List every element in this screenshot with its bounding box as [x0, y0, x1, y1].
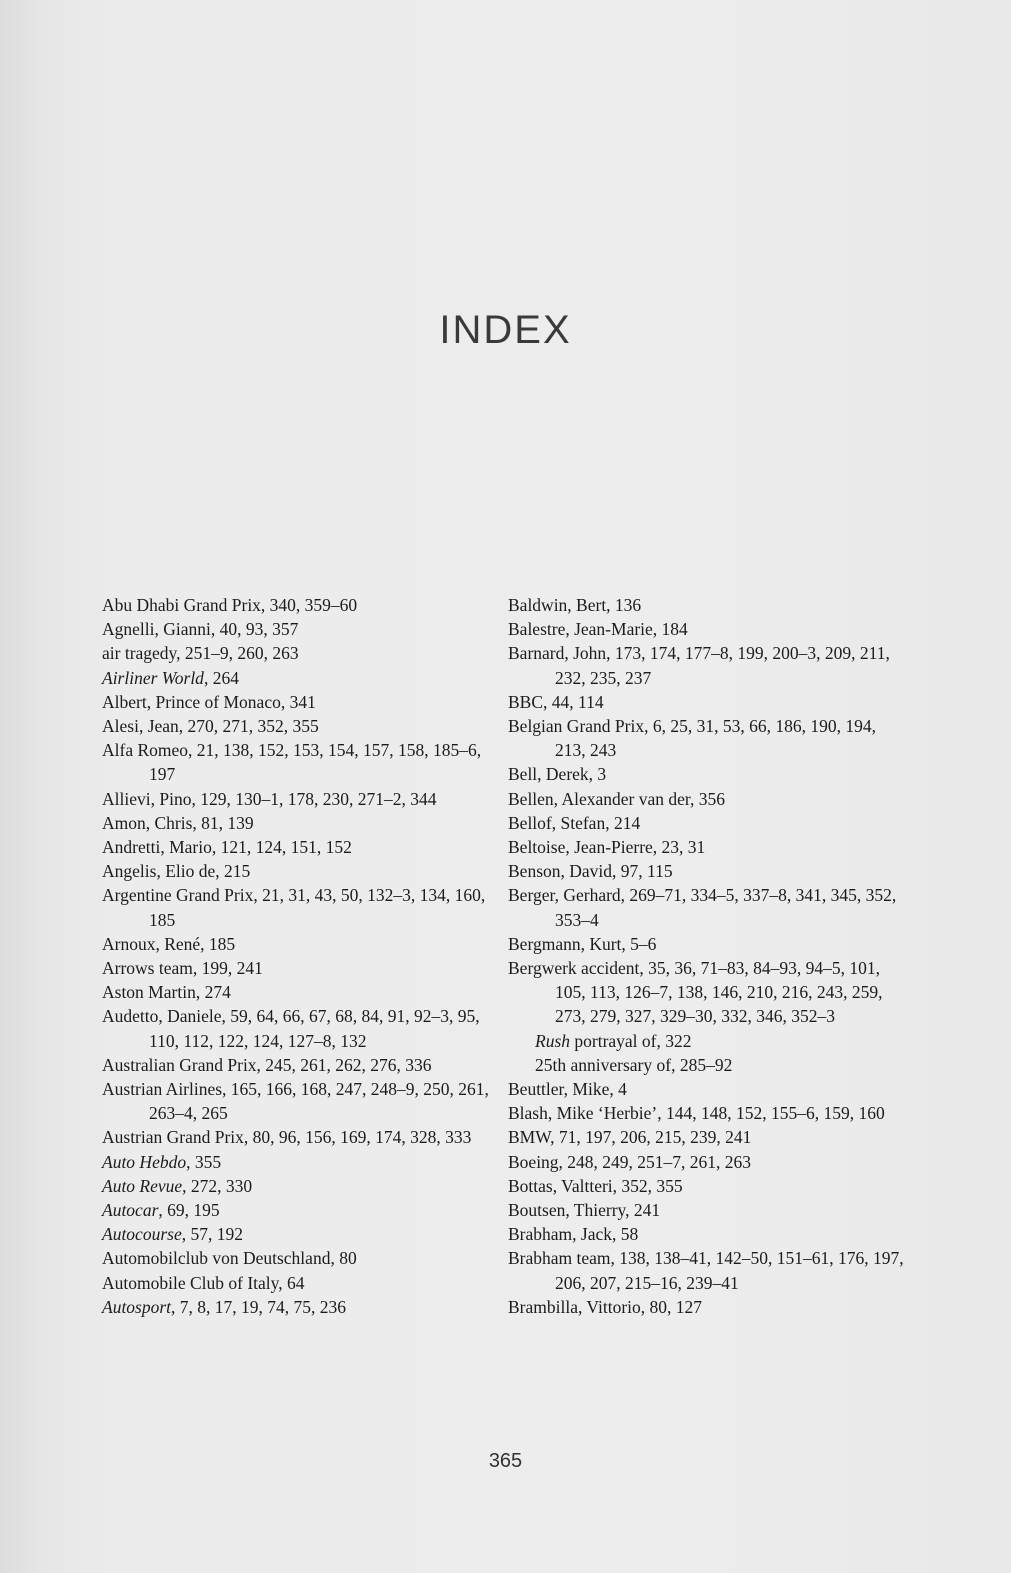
index-entry: Bellof, Stefan, 214: [508, 812, 641, 833]
index-entry: Bergmann, Kurt, 5–6: [508, 933, 657, 954]
index-entry: Balestre, Jean-Marie, 184: [508, 619, 688, 640]
index-entry: air tragedy, 251–9, 260, 263: [102, 643, 299, 664]
index-entry: Baldwin, Bert, 136: [508, 595, 642, 615]
index-subentry: 25th anniversary of, 285–92: [535, 1054, 733, 1075]
index-entry: Angelis, Elio de, 215: [102, 861, 251, 882]
index-entry: Blash, Mike ‘Herbie’, 144, 148, 152, 155–6, 159, 160: [508, 1103, 885, 1124]
index-entry: Airliner World, 264: [102, 667, 239, 688]
index-entry: Bottas, Valtteri, 352, 355: [508, 1175, 683, 1196]
index-entry: Allievi, Pino, 129, 130–1, 178, 230, 271–2, 344: [102, 788, 437, 809]
index-entry: Argentine Grand Prix, 21, 31, 43, 50, 132–3, 134, 160, 185: [102, 885, 486, 930]
index-entry: Beltoise, Jean-Pierre, 23, 31: [508, 837, 706, 858]
index-entry: Bergwerk accident, 35, 36, 71–83, 84–93, 94–5, 101, 105, 113, 126–7, 138, 146, 210, 216, 243, 259, 273, 279, 327, 329–30, 332, 346, 352–3: [508, 958, 883, 1027]
index-entry: Automobilclub von Deutschland, 80: [102, 1248, 357, 1269]
index-entry: Boutsen, Thierry, 241: [508, 1200, 661, 1221]
page-number: 365: [488, 1450, 523, 1472]
index-entry: Arnoux, René, 185: [102, 933, 236, 954]
index-entry: Autocar, 69, 195: [102, 1200, 220, 1221]
index-entry: Auto Revue, 272, 330: [102, 1175, 253, 1196]
index-entry: Belgian Grand Prix, 6, 25, 31, 53, 66, 186, 190, 194, 213, 243: [508, 716, 876, 761]
index-entry: Albert, Prince of Monaco, 341: [102, 691, 316, 712]
index-entry: Austrian Airlines, 165, 166, 168, 247, 248–9, 250, 261, 263–4, 265: [102, 1079, 489, 1124]
index-entry: Austrian Grand Prix, 80, 96, 156, 169, 174, 328, 333: [102, 1127, 472, 1148]
index-entry: Alfa Romeo, 21, 138, 152, 153, 154, 157, 158, 185–6, 197: [102, 740, 482, 785]
index-entry: Audetto, Daniele, 59, 64, 66, 67, 68, 84, 91, 92–3, 95, 110, 112, 122, 124, 127–8, 132: [102, 1006, 480, 1051]
index-column-right: [508, 593, 908, 1319]
index-entry: Benson, David, 97, 115: [508, 861, 673, 882]
index-entry: Arrows team, 199, 241: [102, 958, 263, 979]
index-entry: Abu Dhabi Grand Prix, 340, 359–60: [102, 595, 358, 615]
index-entry: Brabham team, 138, 138–41, 142–50, 151–61, 176, 197, 206, 207, 215–16, 239–41: [508, 1248, 904, 1293]
index-entry: Aston Martin, 274: [102, 982, 231, 1003]
index-entry: Bell, Derek, 3: [508, 764, 607, 785]
index-entry: Alesi, Jean, 270, 271, 352, 355: [102, 716, 319, 737]
index-entry: Auto Hebdo, 355: [102, 1151, 222, 1172]
page-title: INDEX: [439, 308, 572, 352]
index-subentry: Rush portrayal of, 322: [535, 1030, 692, 1051]
index-entry: BMW, 71, 197, 206, 215, 239, 241: [508, 1127, 752, 1148]
index-entry: Boeing, 248, 249, 251–7, 261, 263: [508, 1151, 752, 1172]
index-entry: Andretti, Mario, 121, 124, 151, 152: [102, 837, 352, 858]
index-entry: Beuttler, Mike, 4: [508, 1079, 627, 1100]
index-entry: Bellen, Alexander van der, 356: [508, 788, 726, 809]
index-entry: Automobile Club of Italy, 64: [102, 1272, 305, 1293]
index-entry: Agnelli, Gianni, 40, 93, 357: [102, 619, 299, 640]
index-entry: Brabham, Jack, 58: [508, 1224, 639, 1245]
index-entry: Autosport, 7, 8, 17, 19, 74, 75, 236: [102, 1296, 347, 1317]
index-entry: Brambilla, Vittorio, 80, 127: [508, 1296, 703, 1317]
index-entry: Barnard, John, 173, 174, 177–8, 199, 200–3, 209, 211, 232, 235, 237: [508, 643, 890, 688]
index-entry: BBC, 44, 114: [508, 691, 604, 712]
index-column-left: [102, 593, 492, 1319]
index-entry: Autocourse, 57, 192: [102, 1224, 243, 1245]
index-entry: Amon, Chris, 81, 139: [102, 812, 254, 833]
index-entry: Australian Grand Prix, 245, 261, 262, 276, 336: [102, 1054, 432, 1075]
index-entry: Berger, Gerhard, 269–71, 334–5, 337–8, 341, 345, 352, 353–4: [508, 885, 897, 930]
